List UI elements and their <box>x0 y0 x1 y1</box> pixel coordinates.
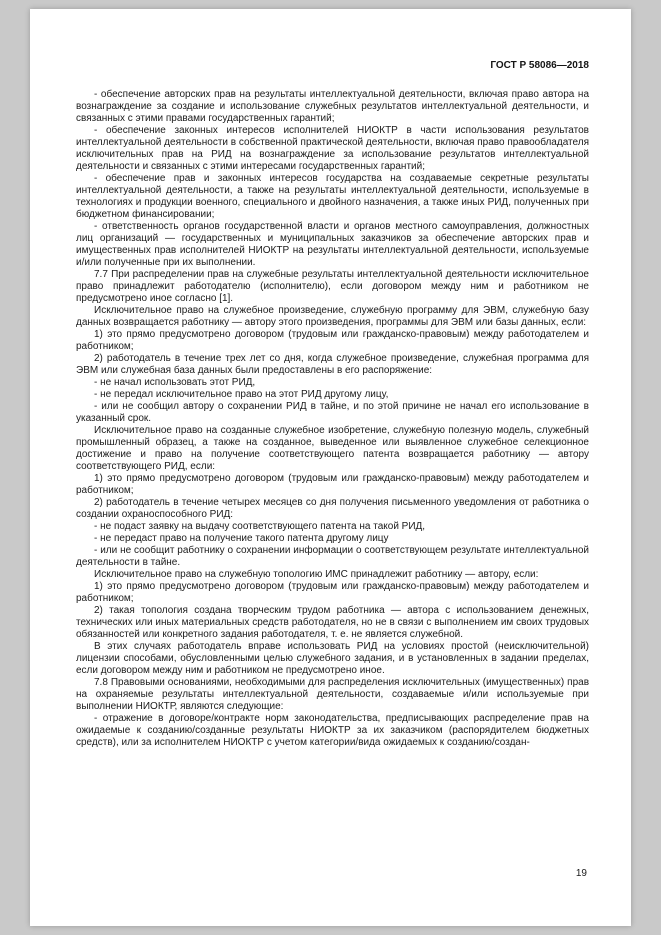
paragraph: Исключительное право на служебное произведение, служебную программу для ЭВМ, служебную базу данных возвращается работнику — автору этого произведения, программы для ЭВМ или базы данных, если: <box>76 305 589 328</box>
document-header: ГОСТ Р 58086—2018 <box>490 60 589 71</box>
paragraph: - не подаст заявку на выдачу соответствующего патента на такой РИД, <box>94 521 426 532</box>
paragraph: - обеспечение прав и законных интересов государства на создаваемые секретные результаты интеллектуальной деятельности, а также на результаты интеллектуальной деятельности, используемые в технологиях и продукции военного, специального и двойного назначения, а также иных РИД, полученных при бюджетном финансировании; <box>76 173 589 220</box>
paragraph: 2) работодатель в течение четырех месяцев со дня получения письменного уведомления от работника о создании охраноспособного РИД: <box>76 497 589 520</box>
paragraph: 2) работодатель в течение трех лет со дня, когда служебное произведение, служебная программа для ЭВМ или служебная база данных были предоставлены в его распоряжение: <box>76 353 589 376</box>
paragraph: - обеспечение авторских прав на результаты интеллектуальной деятельности, включая право автора на вознаграждение за создание и использование служебных результатов интеллектуальной деятельности, и связанных с этими правами государственных гарантий; <box>76 89 589 124</box>
document-page <box>30 9 631 926</box>
paragraph: Исключительное право на созданные служебное изобретение, служебную полезную модель, служебный промышленный образец, а также на созданное, выведенное или выявленное служебное селекционное достижение и право на получение соответствующего патента возвращается работнику — автору соответствующего РИД, если: <box>76 425 589 472</box>
paragraph: - не начал использовать этот РИД, <box>94 377 256 388</box>
paragraph: - обеспечение законных интересов исполнителей НИОКТР в части использования результатов интеллектуальной деятельности в собственной практической деятельности, включая право правообладателя исключительных прав на РИД на вознаграждение за использование результатов интеллектуальной деятельности и связанных с этими интересами государственных гарантий; <box>76 125 589 172</box>
paragraph: - ответственность органов государственной власти и органов местного самоуправления, должностных лиц организаций — государственных и муниципальных заказчиков за обеспечение авторских прав и имущественных прав исполнителей НИОКТР на результаты интеллектуальной деятельности, используемые и/или полученные при их выполнении. <box>76 221 589 268</box>
page-number: 19 <box>575 868 587 879</box>
document-body <box>76 89 589 749</box>
paragraph: 1) это прямо предусмотрено договором (трудовым или гражданско-правовым) между работодателем и работником; <box>76 473 589 496</box>
paragraph: 1) это прямо предусмотрено договором (трудовым или гражданско-правовым) между работодателем и работником; <box>76 329 589 352</box>
paragraph: - отражение в договоре/контракте норм законодательства, предписывающих распределение прав на ожидаемые к созданию/созданные результаты НИОКТР за их заказчиком (распорядителем бюджетных средств), или за исполнителем НИОКТР с учетом категории/вида ожидаемых к созданию/создан- <box>76 713 589 748</box>
paragraph: Исключительное право на служебную топологию ИМС принадлежит работнику — автору, если: <box>94 569 539 580</box>
paragraph: - не передал исключительное право на этот РИД другому лицу, <box>94 389 389 400</box>
paragraph: В этих случаях работодатель вправе использовать РИД на условиях простой (неисключительной) лицензии способами, обусловленными целью служебного задания, и в установленных в задании пределах, если договором между ним и работником не предусмотрено иное. <box>76 641 589 676</box>
paragraph: 7.7 При распределении прав на служебные результаты интеллектуальной деятельности исключительное право принадлежит работодателю (исполнителю), если договором между ним и работником не предусмотрено иное согласно [1]. <box>76 269 589 304</box>
paragraph: 1) это прямо предусмотрено договором (трудовым или гражданско-правовым) между работодателем и работником; <box>76 581 589 604</box>
paragraph: 7.8 Правовыми основаниями, необходимыми для распределения исключительных (имущественных) прав на охраняемые результаты интеллектуальной деятельности, создаваемые и/или используемые при выполнении НИОКТР, являются следующие: <box>76 677 589 712</box>
paragraph: - не передаст право на получение такого патента другому лицу <box>94 533 389 544</box>
paragraph: - или не сообщил автору о сохранении РИД в тайне, и по этой причине не начал его использование в указанный срок. <box>76 401 589 424</box>
paragraph: 2) такая топология создана творческим трудом работника — автора с использованием денежных, технических или иных материальных средств работодателя, но не в связи с выполнением им своих трудовых обязанностей или конкретного задания работодателя, т. е. не является служебной. <box>76 605 589 640</box>
paragraph: - или не сообщит работнику о сохранении информации о соответствующем результате интеллектуальной деятельности в тайне. <box>76 545 589 568</box>
